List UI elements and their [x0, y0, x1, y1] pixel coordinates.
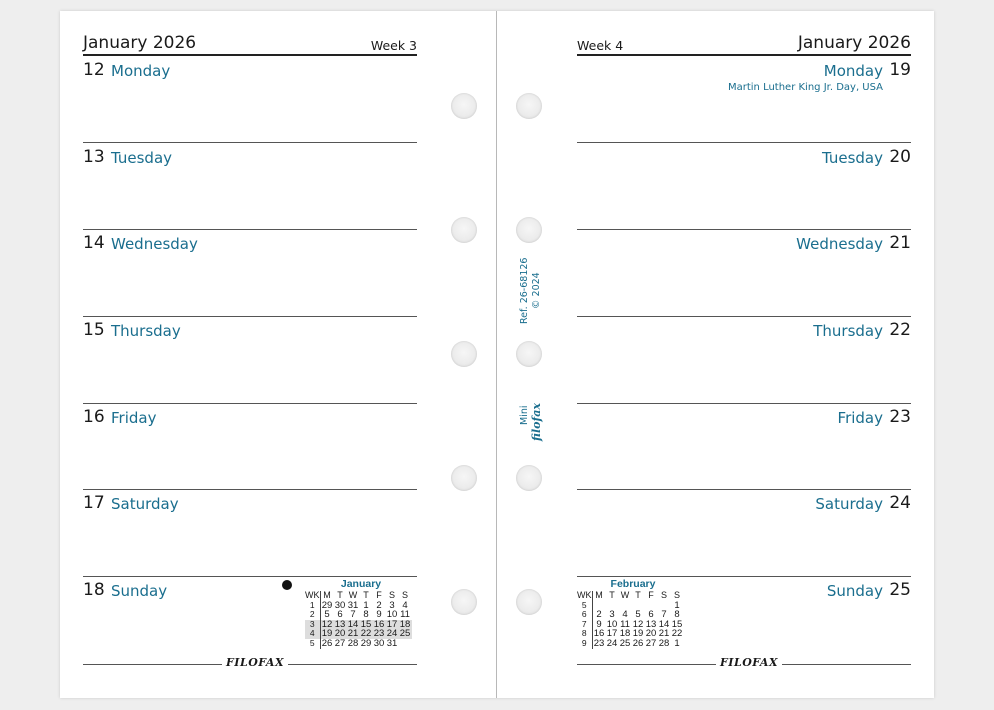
mini-cal-cell: W [620, 590, 630, 600]
mini-cal-cell: T [363, 590, 369, 600]
mini-cal-cell: 13 [334, 618, 346, 630]
day-name: Monday [111, 62, 171, 80]
mini-cal-cell: 22 [671, 628, 683, 640]
mini-cal-cell: 8 [363, 609, 369, 621]
day-divider [577, 229, 911, 230]
moon-phase-icon [282, 580, 292, 590]
mini-cal-cell: 17 [606, 628, 618, 640]
day-divider [83, 489, 417, 490]
mini-cal-cell: 18 [399, 618, 411, 630]
day-entry-monday[interactable] [83, 60, 417, 82]
mini-cal-cell: 30 [373, 637, 385, 649]
mini-cal-cell: F [648, 590, 654, 600]
day-number: 18 [83, 580, 105, 600]
filofax-logo: FILOFAX [222, 656, 288, 669]
mini-cal-week: 9 [577, 639, 592, 649]
day-entry-saturday[interactable] [577, 493, 911, 515]
day-entry-friday[interactable] [577, 407, 911, 429]
mini-cal-cell: 11 [400, 609, 410, 621]
day-name: Sunday [826, 582, 883, 600]
day-divider [577, 403, 911, 404]
day-number: 15 [83, 320, 105, 340]
mini-cal-cell: 28 [347, 637, 359, 649]
day-name: Monday [823, 62, 883, 80]
mini-cal-cell: 29 [321, 599, 333, 611]
mini-cal-cell: 23 [593, 637, 605, 649]
mini-cal-cell: 30 [334, 599, 346, 611]
mini-cal-cell: 6 [648, 609, 654, 621]
day-name: Tuesday [821, 149, 883, 167]
day-entry-thursday[interactable] [83, 320, 417, 342]
mini-cal-cell: 23 [373, 628, 385, 640]
day-number: 22 [889, 320, 911, 340]
day-divider [577, 489, 911, 490]
mini-cal-cell: 8 [674, 609, 680, 621]
mini-calendar-row [305, 639, 412, 649]
day-divider [577, 576, 911, 577]
mini-cal-cell: 16 [593, 628, 605, 640]
mini-cal-cell: 5 [324, 609, 330, 621]
day-number: 16 [83, 407, 105, 427]
mini-cal-cell: 1 [363, 599, 369, 611]
mini-cal-cell: 2 [376, 599, 382, 611]
mini-cal-cell: 4 [402, 599, 408, 611]
mini-cal-cell: 7 [350, 609, 356, 621]
day-divider [577, 316, 911, 317]
mini-cal-cell: WK [305, 590, 320, 600]
mini-cal-cell: 15 [360, 618, 372, 630]
day-name: Saturday [111, 495, 179, 513]
ring-hole-icon [451, 465, 477, 491]
mini-cal-cell: 1 [674, 637, 680, 649]
mini-cal-cell: 29 [360, 637, 372, 649]
day-divider [577, 142, 911, 143]
mini-calendar-header [577, 591, 684, 601]
day-entry-wednesday[interactable] [83, 233, 417, 255]
mini-calendar-row [577, 601, 684, 611]
day-entry-friday[interactable] [83, 407, 417, 429]
mini-cal-cell: 19 [632, 628, 644, 640]
header-rule [577, 54, 911, 56]
mini-cal-cell: 21 [658, 628, 670, 640]
mini-cal-week: 5 [305, 639, 320, 649]
right-header [577, 33, 911, 55]
mini-cal-cell: 26 [632, 637, 644, 649]
mini-cal-cell: 13 [645, 618, 657, 630]
day-name: Sunday [111, 582, 168, 600]
mini-cal-cell: 12 [321, 618, 333, 630]
mini-calendar-grid [305, 591, 412, 649]
ring-hole-icon [451, 217, 477, 243]
ring-hole-icon [451, 589, 477, 615]
day-number: 13 [83, 147, 105, 167]
mini-cal-cell: 3 [609, 609, 615, 621]
mini-cal-cell: 2 [596, 609, 602, 621]
mini-cal-cell: WK [577, 590, 592, 600]
mini-cal-cell: 25 [619, 637, 631, 649]
day-name: Saturday [815, 495, 883, 513]
mini-cal-cell: 11 [620, 618, 630, 630]
mini-calendar-row [577, 639, 684, 649]
mini-cal-cell: S [401, 590, 408, 600]
mini-cal-week: 6 [577, 610, 592, 620]
mini-cal-cell: 1 [674, 599, 680, 611]
day-name: Wednesday [111, 235, 198, 253]
day-divider [83, 229, 417, 230]
mini-cal-cell: 20 [334, 628, 346, 640]
mini-cal-cell: 20 [645, 628, 657, 640]
mini-cal-week: 5 [577, 601, 592, 611]
mini-cal-week: 3 [305, 620, 320, 630]
reference-number: Ref. 26-68126 [519, 257, 530, 324]
mini-cal-cell: 21 [347, 628, 359, 640]
mini-cal-week: 8 [577, 629, 592, 639]
mini-cal-cell: S [388, 590, 395, 600]
ring-hole-icon [451, 93, 477, 119]
mini-calendar-header [305, 591, 412, 601]
mini-cal-cell: W [348, 590, 358, 600]
mini-cal-cell: 9 [376, 609, 382, 621]
mini-cal-cell: F [376, 590, 382, 600]
copyright-text: © 2024 [531, 272, 542, 309]
day-number: 24 [889, 493, 911, 513]
mini-cal-week: 7 [577, 620, 592, 630]
day-number: 12 [83, 60, 105, 80]
mini-cal-cell: M [595, 590, 603, 600]
ring-hole-icon [516, 341, 542, 367]
mini-cal-cell: S [660, 590, 667, 600]
filofax-logo: FILOFAX [716, 656, 782, 669]
mini-cal-cell: 4 [622, 609, 628, 621]
mini-cal-cell [399, 639, 412, 649]
day-name: Thursday [813, 322, 883, 340]
day-number: 17 [83, 493, 105, 513]
day-entry-saturday[interactable] [83, 493, 417, 515]
left-header [83, 33, 417, 55]
day-name: Thursday [111, 322, 181, 340]
header-rule [83, 54, 417, 56]
ring-hole-icon [516, 589, 542, 615]
right-page [497, 11, 934, 698]
mini-cal-cell: 10 [386, 609, 398, 621]
mini-calendar-title: January [340, 578, 382, 590]
mini-cal-cell: S [673, 590, 680, 600]
size-label: Mini [519, 405, 530, 425]
day-number: 23 [889, 407, 911, 427]
ring-hole-icon [451, 341, 477, 367]
ring-hole-icon [516, 465, 542, 491]
ring-hole-icon [516, 93, 542, 119]
day-number: 21 [889, 233, 911, 253]
day-number: 14 [83, 233, 105, 253]
diary-spread [60, 11, 934, 698]
day-number: 19 [889, 60, 911, 80]
mini-cal-cell: 12 [632, 618, 644, 630]
day-divider [83, 403, 417, 404]
filofax-spine-logo: filofax [530, 403, 543, 441]
mini-cal-week: 2 [305, 610, 320, 620]
holiday-note: Martin Luther King Jr. Day, USA [727, 82, 883, 93]
day-entry-tuesday[interactable] [577, 147, 911, 169]
month-title: January 2026 [83, 33, 197, 53]
month-title: January 2026 [797, 33, 911, 53]
mini-cal-cell: 27 [645, 637, 657, 649]
mini-cal-cell: 24 [386, 628, 398, 640]
mini-cal-cell: 7 [661, 609, 667, 621]
mini-cal-cell: 6 [337, 609, 343, 621]
ring-hole-icon [516, 217, 542, 243]
mini-cal-cell: 22 [360, 628, 372, 640]
day-name: Tuesday [111, 149, 173, 167]
mini-cal-cell: 3 [389, 599, 395, 611]
mini-cal-cell: 28 [658, 637, 670, 649]
day-divider [83, 576, 417, 577]
day-number: 25 [889, 580, 911, 600]
mini-calendar-grid [577, 591, 684, 649]
mini-cal-cell: 25 [399, 628, 411, 640]
day-entry-monday[interactable] [577, 60, 911, 93]
mini-cal-cell: 27 [334, 637, 346, 649]
day-divider [83, 316, 417, 317]
mini-cal-cell: 18 [619, 628, 631, 640]
mini-cal-cell: 15 [671, 618, 683, 630]
mini-cal-cell: 26 [321, 637, 333, 649]
day-entry-thursday[interactable] [577, 320, 911, 342]
week-label: Week 4 [577, 38, 624, 53]
day-divider [83, 142, 417, 143]
mini-cal-cell: 31 [347, 599, 359, 611]
mini-cal-cell: 9 [596, 618, 602, 630]
day-entry-wednesday[interactable] [577, 233, 911, 255]
mini-calendar-title: February [610, 578, 656, 590]
mini-cal-cell: T [609, 590, 615, 600]
mini-cal-week: 4 [305, 629, 320, 639]
mini-cal-cell: 24 [606, 637, 618, 649]
mini-cal-cell: T [337, 590, 343, 600]
day-entry-tuesday[interactable] [83, 147, 417, 169]
mini-cal-cell: 17 [386, 618, 398, 630]
mini-cal-cell: M [323, 590, 331, 600]
day-name: Wednesday [796, 235, 883, 253]
mini-cal-week: 1 [305, 601, 320, 611]
mini-cal-cell: 14 [347, 618, 359, 630]
mini-cal-cell: 31 [386, 637, 398, 649]
mini-cal-cell: 10 [606, 618, 618, 630]
week-label: Week 3 [370, 38, 417, 53]
left-page [60, 11, 496, 698]
mini-cal-cell: 19 [321, 628, 333, 640]
day-number: 20 [889, 147, 911, 167]
mini-cal-cell: 16 [373, 618, 385, 630]
day-name: Friday [837, 409, 883, 427]
day-name: Friday [111, 409, 157, 427]
mini-cal-cell: 14 [658, 618, 670, 630]
mini-cal-cell: T [635, 590, 641, 600]
mini-cal-cell: 5 [635, 609, 641, 621]
